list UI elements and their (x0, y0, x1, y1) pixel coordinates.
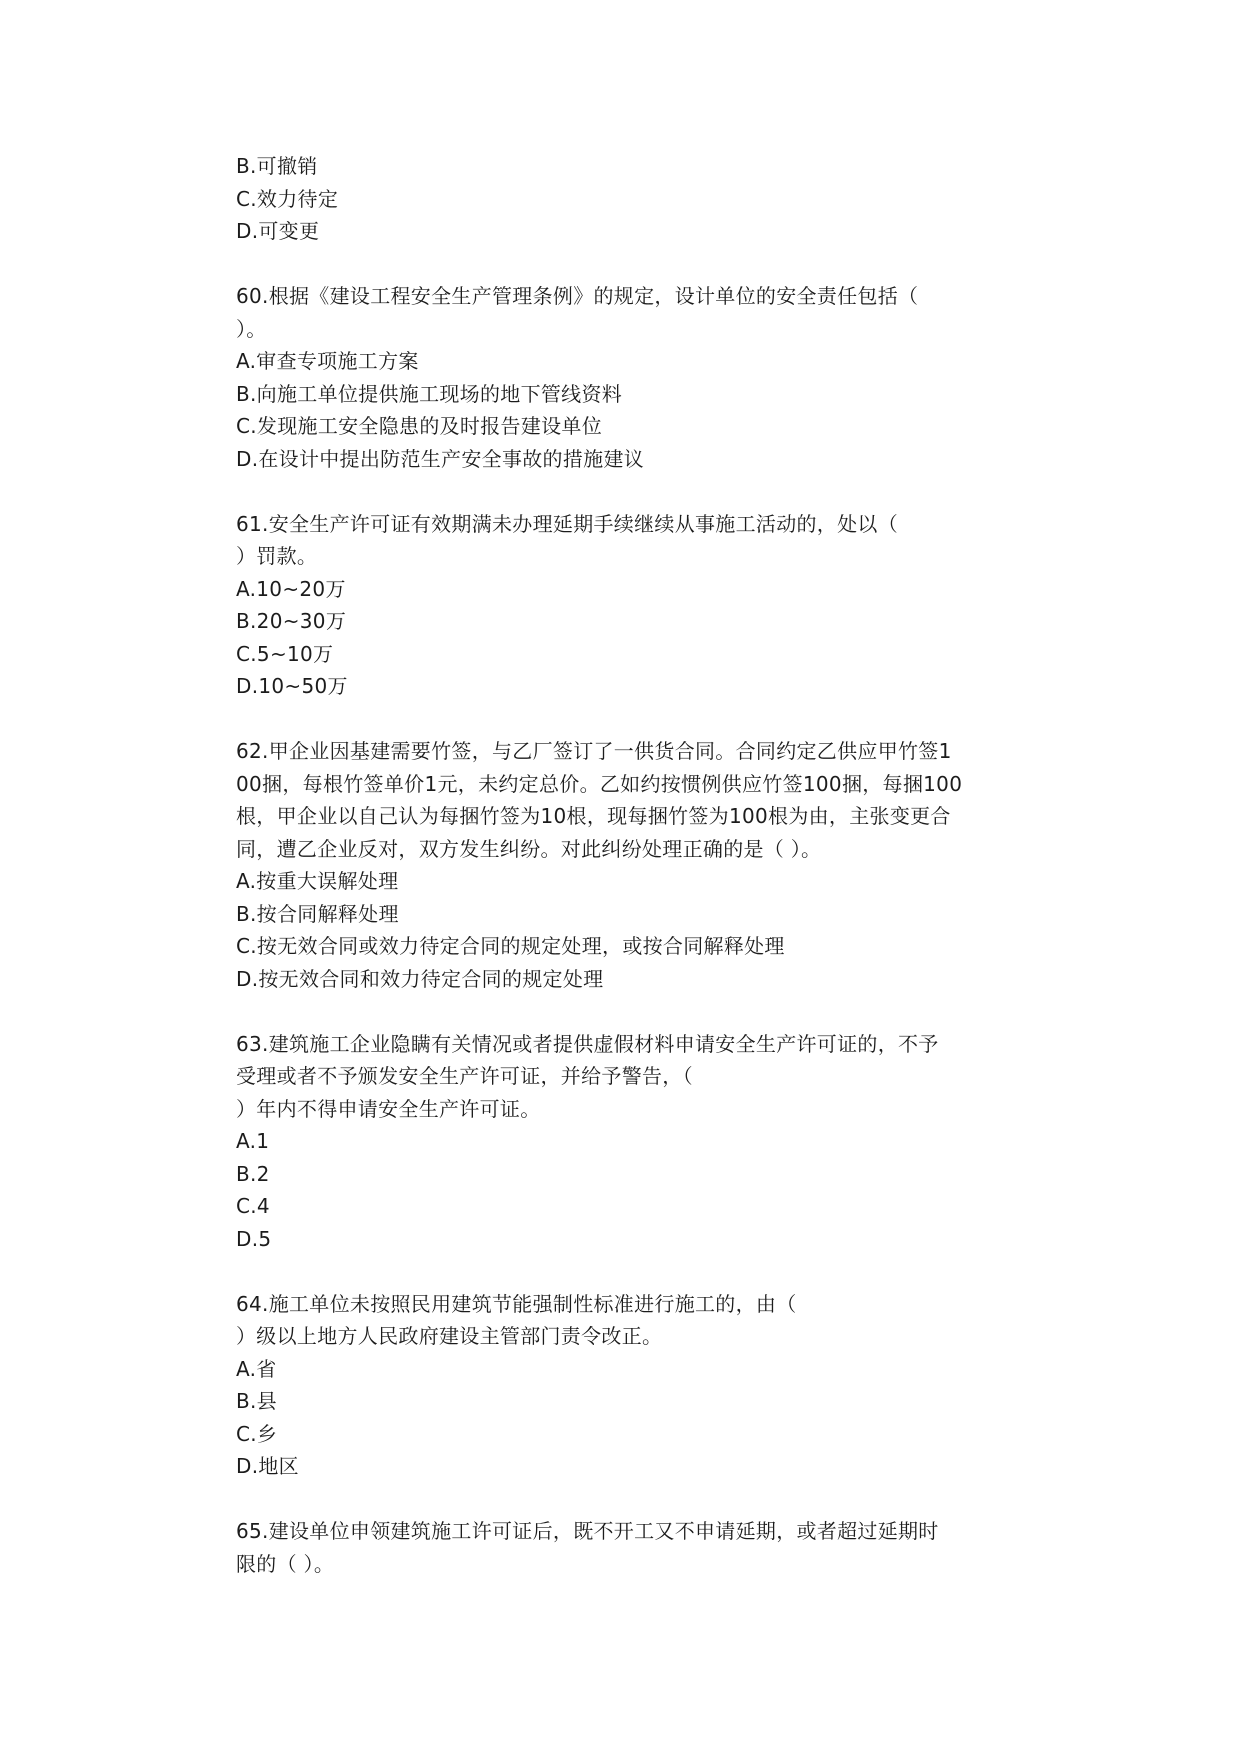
question-text: ）罚款。 (236, 544, 318, 568)
option-item: C.4 (236, 1194, 270, 1218)
spacer (236, 1483, 1016, 1516)
option-item: A.审查专项施工方案 (236, 349, 419, 373)
question-text: 63.建筑施工企业隐瞒有关情况或者提供虚假材料申请安全生产许可证的，不予 (236, 1031, 939, 1056)
question-text: ）。 (236, 316, 267, 341)
option-item: D.在设计中提出防范生产安全事故的措施建议 (236, 446, 645, 471)
option-item: B.县 (236, 1389, 277, 1413)
question-60 (236, 280, 1016, 475)
question-64 (236, 1288, 1016, 1483)
option-item: C.5~10万 (236, 641, 334, 666)
option-item: C.发现施工安全隐患的及时报告建设单位 (236, 414, 603, 438)
spacer (236, 1255, 1016, 1288)
question-61 (236, 508, 1016, 703)
question-text: 64.施工单位未按照民用建筑节能强制性标准进行施工的，由（ (236, 1291, 797, 1316)
option-item: D.5 (236, 1226, 272, 1251)
spacer (236, 995, 1016, 1028)
continued-options (236, 150, 1016, 248)
question-text: ）年内不得申请安全生产许可证。 (236, 1096, 541, 1121)
option-item: A.省 (236, 1356, 277, 1381)
option-item: A.10~20万 (236, 576, 346, 601)
question-text: 62.甲企业因基建需要竹签，与乙厂签订了一供货合同。合同约定乙供应甲竹签1 (236, 739, 952, 763)
question-text: 限的（ ）。 (236, 1551, 335, 1576)
option-item: A.1 (236, 1129, 270, 1153)
option-item: B.2 (236, 1161, 270, 1186)
question-text: 61.安全生产许可证有效期满未办理延期手续继续从事施工活动的，处以（ (236, 511, 899, 536)
spacer (236, 703, 1016, 736)
spacer (236, 475, 1016, 508)
option-item: D.按无效合同和效力待定合同的规定处理 (236, 966, 604, 991)
option-item: B.20~30万 (236, 609, 347, 633)
option-item: C.乡 (236, 1421, 278, 1446)
spacer (236, 248, 1016, 281)
document-body (236, 150, 1016, 1580)
option-item: B.按合同解释处理 (236, 901, 399, 926)
option-item: A.按重大误解处理 (236, 869, 399, 893)
option-item: D.地区 (236, 1454, 299, 1478)
option-item: D.可变更 (236, 219, 320, 243)
question-63 (236, 1028, 1016, 1256)
option-item: B.向施工单位提供施工现场的地下管线资料 (236, 381, 623, 406)
question-62 (236, 735, 1016, 995)
option-item: B.可撤销 (236, 154, 318, 178)
question-text: 受理或者不予颁发安全生产许可证，并给予警告，（ (236, 1064, 693, 1088)
option-item: C.效力待定 (236, 186, 339, 211)
question-text: 同，遭乙企业反对，双方发生纠纷。对此纠纷处理正确的是（ ）。 (236, 836, 822, 861)
question-text: 00捆，每根竹签单价1元，未约定总价。乙如约按惯例供应竹签100捆，每捆100 (236, 771, 963, 796)
question-65 (236, 1515, 1016, 1580)
question-text: 65.建设单位申领建筑施工许可证后，既不开工又不申请延期，或者超过延期时 (236, 1519, 939, 1543)
question-text: ）级以上地方人民政府建设主管部门责令改正。 (236, 1324, 663, 1348)
option-item: C.按无效合同或效力待定合同的规定处理，或按合同解释处理 (236, 934, 785, 958)
question-text: 根，甲企业以自己认为每捆竹签为10根，现每捆竹签为100根为由，主张变更合 (236, 804, 951, 828)
question-text: 60.根据《建设工程安全生产管理条例》的规定，设计单位的安全责任包括（ (236, 284, 919, 308)
option-item: D.10~50万 (236, 674, 348, 698)
